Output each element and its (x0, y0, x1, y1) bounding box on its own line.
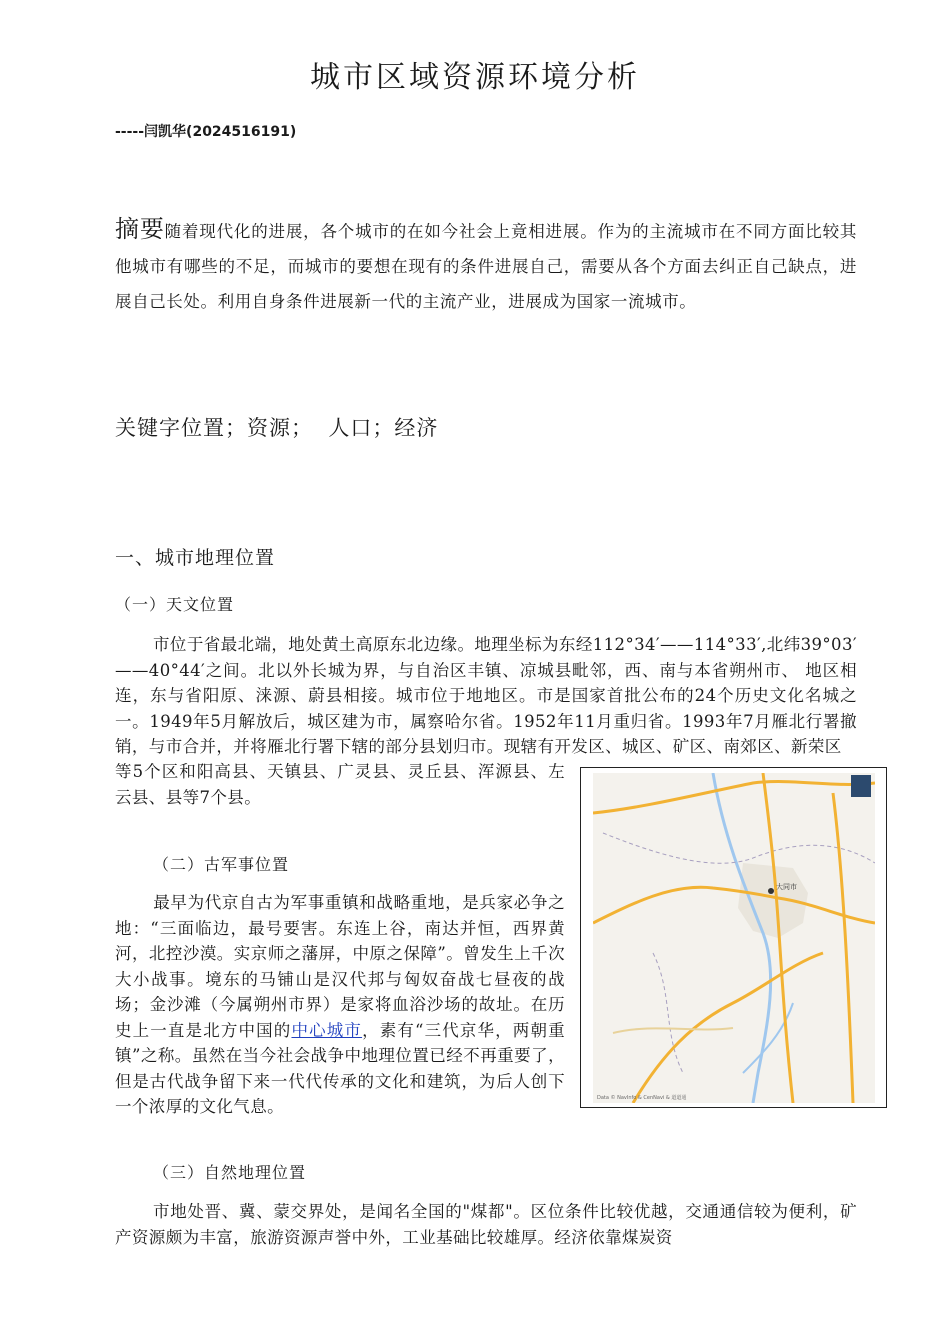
abstract-label: 摘要 (115, 215, 165, 243)
paragraph-natural (115, 1199, 857, 1250)
subsection-heading-natural: （三）自然地理位置 (153, 1163, 307, 1182)
map-figure (580, 767, 887, 1108)
paragraph-military (115, 890, 565, 1120)
keywords: 关键字位置；资源； 人口；经济 (115, 416, 439, 440)
central-city-link[interactable]: 中心城市 (291, 1020, 363, 1040)
abstract-text: 随着现代化的进展，各个城市的在如今社会上竟相进展。作为的主流城市在不同方面比较其他城市有哪些的不足，而城市的要想在现有的条件进展自己，需要从各个方面去纠正自己缺点，进展自己长处。利用自身条件进展新一代的主流产业，进展成为国家一流城市。 (115, 222, 858, 311)
city-map (593, 773, 875, 1103)
paragraph-astronomical-text: 市位于省最北端，地处黄土高原东北边缘。地理坐标为东经112°34′——114°33′,北纬39°03′——40°44′之间。北以外长城为界，与自治区丰镇、凉城县毗邻，西、南与本省朔州市、 地区相连，东与省阳原、涞源、蔚县相接。城市位于地地区。市是国家首批公布的24个历史文化名城之一。1949年5月解放后，城区建为市，属察哈尔省。1952年11月重归省。1993年7月雁北行署撤销，与市合并，并将雁北行署下辖的部分县划归市。现辖有开发区、城区、矿区、南郊区、新荣区 (115, 635, 857, 756)
map-copyright: Data © NavInfo & CenNavi & 道道通 (597, 1095, 687, 1101)
section-heading-location: 一、城市地理位置 (115, 547, 276, 569)
map-logo-icon (851, 775, 871, 797)
paragraph-astronomical-continued: 等5个区和阳高县、天镇县、广灵县、灵丘县、浑源县、左云县、县等7个县。 (115, 762, 565, 807)
paragraph-astronomical (115, 632, 857, 760)
abstract (115, 212, 857, 319)
city-label: 大同市 (776, 883, 797, 891)
author-line: -----闫凯华(2024516191) (115, 124, 297, 140)
paragraph-military-text-2: ，素有“三代京华，两朝重镇”之称。虽然在当今社会战争中地理位置已经不再重要了，但是古代战争留下来一代代传承的文化和建筑，为后人创下一个浓厚的文化气息。 (115, 1020, 565, 1116)
document-title: 城市区域资源环境分析 (310, 60, 640, 95)
city-marker (768, 888, 774, 894)
paragraph-military-text-1: 最早为代京自古为军事重镇和战略重地，是兵家必争之地：“三面临边，最号要害。东连上谷，南达并恒，西界黄河，北控沙漠。实京师之藩屏，中原之保障”。曾发生上千次大小战事。境东的马铺山是汉代邦与匈奴奋战七昼夜的战场；金沙滩（今属朔州市界）是家将血浴沙场的故址。在历史上一直是北方中国的 (115, 893, 565, 1040)
map-background (593, 773, 875, 1103)
paragraph-natural-text: 市地处晋、冀、蒙交界处，是闻名全国的"煤都"。区位条件比较优越，交通通信较为便利，矿产资源颇为丰富，旅游资源声誉中外，工业基础比较雄厚。经济依靠煤炭资 (115, 1202, 857, 1247)
subsection-heading-military: （二）古军事位置 (153, 855, 290, 874)
subsection-heading-astronomical: （一）天文位置 (115, 595, 235, 614)
